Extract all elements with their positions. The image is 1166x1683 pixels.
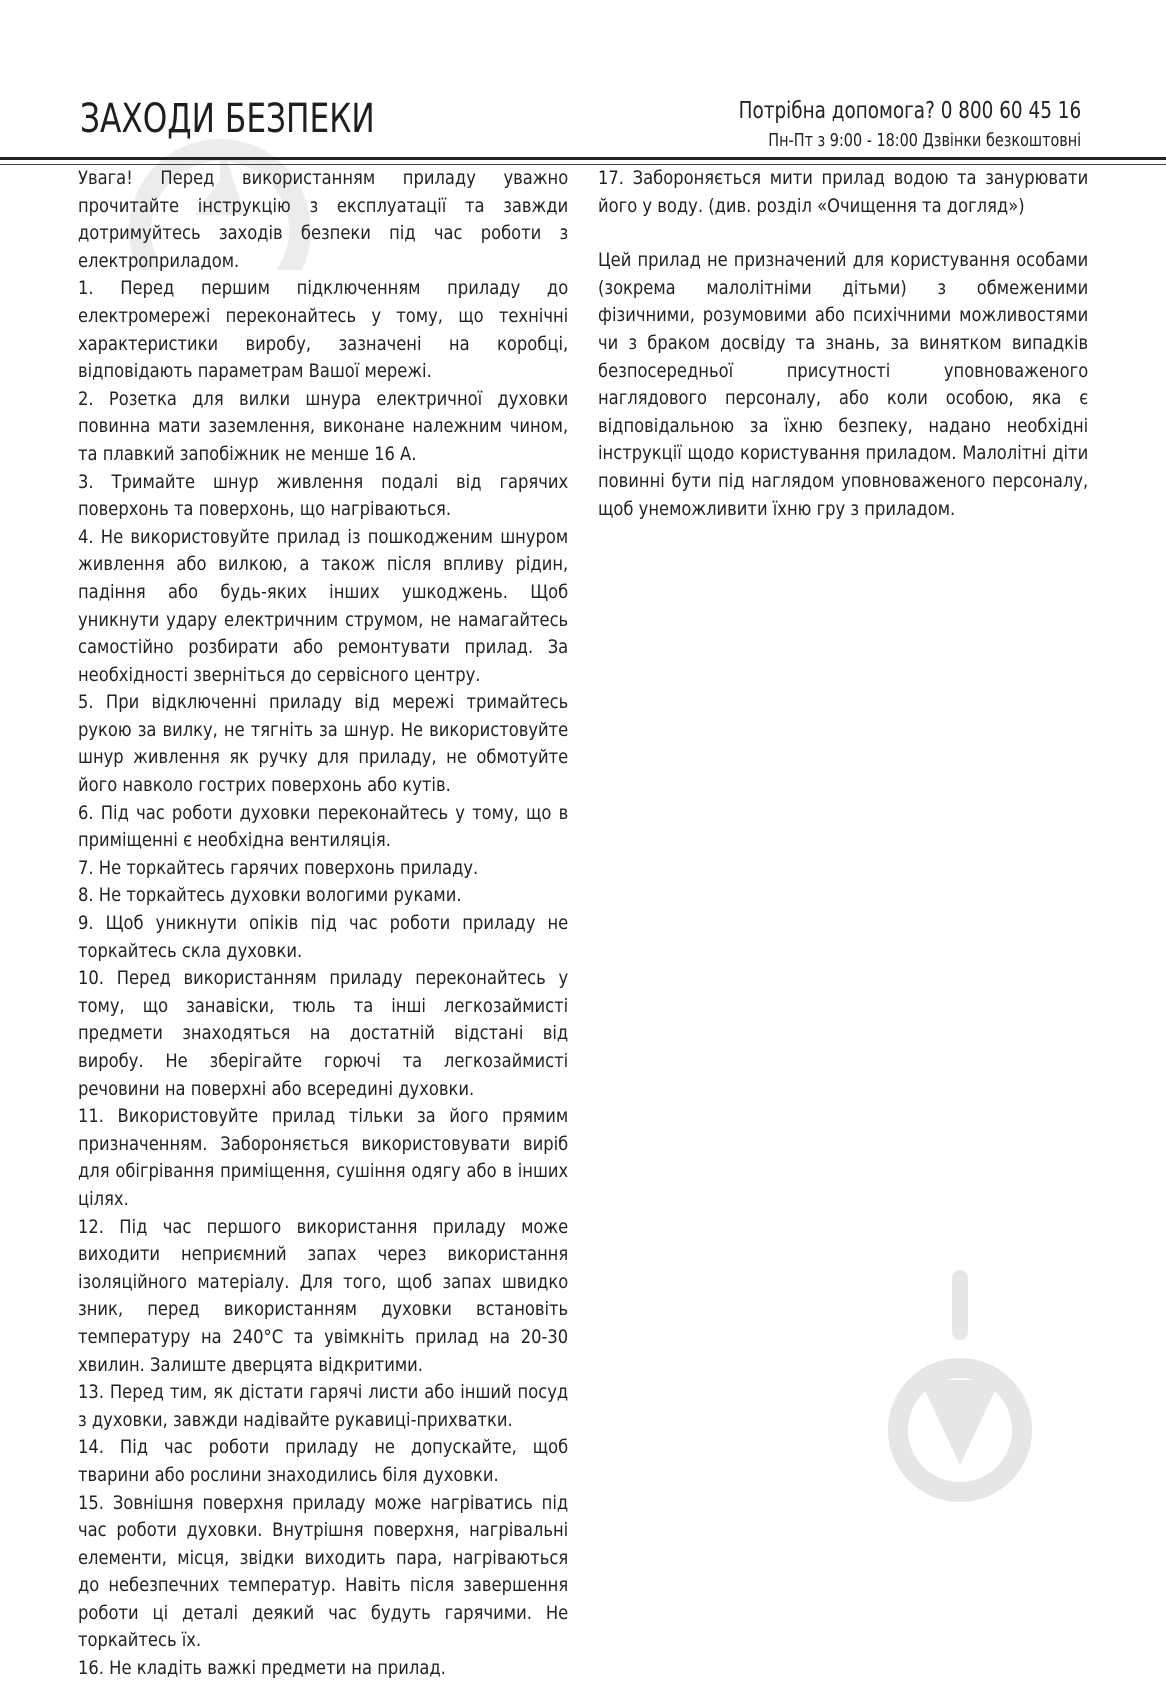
paragraph-gap [598,220,1088,247]
header-divider-thick [0,157,1166,160]
right-column [598,165,1088,523]
help-contact [653,98,1081,151]
safety-item-10: 10. Перед використанням приладу переконайтесь у тому, що занавіски, тюль та інші легкозаймисті предмети знаходяться на достатній відстані від виробу. Не зберігайте горючі та легкозаймисті речовини на поверхні або всередині духовки. [78,967,569,1100]
safety-item-12: 12. Під час першого використання приладу може виходити неприємний запах через використання ізоляційного матеріалу. Для того, щоб запах швидко зник, перед використанням духовки встановіть температуру на 240°С та увімкніть прилад на 20-30 хвилин. Залиште дверцята відкритими. [78,1215,569,1376]
left-column [78,165,568,1683]
safety-item-6: 6. Під час роботи духовки переконайтесь у тому, що в приміщенні є необхідна вентиляція. [78,801,569,852]
watermark-logo-bottom-icon [880,1260,1040,1520]
safety-item-7: 7. Не торкайтесь гарячих поверхонь приладу. [78,856,479,879]
safety-item-5: 5. При відключенні приладу від мережі тримайтесь рукою за вилку, не тягніть за шнур. Не використовуйте шнур живлення як ручку для приладу, не обмотуйте його навколо гострих поверхонь або кутів. [78,691,569,797]
help-phone-line: Потрібна допомога? 0 800 60 45 16 [738,98,1081,124]
safety-item-14: 14. Під час роботи приладу не допускайте, щоб тварини або рослини знаходились біля духовки. [78,1436,569,1486]
safety-item-16: 16. Не кладіть важкі предмети на прилад. [78,1657,446,1680]
intro-warning: Увага! Перед використанням приладу уважно прочитайте інструкцію з експлуатації та завжди дотримуйтесь заходів безпеки під час роботи з електроприладом. [78,167,569,272]
safety-item-13: 13. Перед тим, як дістати гарячі листи або інший посуд з духовки, завжди надівайте рукавиці-прихватки. [78,1381,569,1431]
safety-item-3: 3. Тримайте шнур живлення подалі від гарячих поверхонь та поверхонь, що нагріваються. [78,470,569,521]
safety-item-15: 15. Зовнішня поверхня приладу може нагріватись під час роботи духовки. Внутрішня поверхня, нагрівальні елементи, місця, звідки виходить пара, нагріваються до небезпечних температур. Навіть після завершення роботи ці деталі деякий час будуть гарячими. Не торкайтесь їх. [78,1491,569,1652]
safety-item-17: 17. Забороняється мити прилад водою та занурювати його у воду. (див. розділ «Очищення та догляд») [598,167,1089,217]
safety-item-2: 2. Розетка для вилки шнура електричної духовки повинна мати заземлення, виконане належним чином, та плавкий запобіжник не менше 16 А. [78,387,569,465]
safety-item-9: 9. Щоб уникнути опіків під час роботи приладу не торкайтесь скла духовки. [78,912,569,962]
help-hours-line: Пн-Пт з 9:00 - 18:00 Дзвінки безкоштовні [768,130,1081,151]
safety-item-4: 4. Не використовуйте прилад із пошкодженим шнуром живлення або вилкою, а також після впливу рідин, падіння або будь-яких інших ушкоджень. Щоб уникнути удару електричним струмом, не намагайтесь самостійно розбирати або ремонтувати прилад. За необхідності зверніться до сервісного центру. [78,525,569,686]
safety-item-11: 11. Використовуйте прилад тільки за його прямим призначенням. Забороняється використовувати виріб для обігрівання приміщення, сушіння одягу або в інших цілях. [78,1105,569,1210]
page-title: ЗАХОДИ БЕЗПЕКИ [80,96,375,142]
supervision-notice: Цей прилад не призначений для користування особами (зокрема малолітніми дітьми) з обмеженими фізичними, розумовими або психічними можливостями чи з браком досвіду та знань, за винятком випадків безпосередньої присутності уповноваженого наглядового персоналу, або коли особою, яка є відповідальною за їхню безпеку, надано необхідні інструкції щодо користування приладом. Малолітні діти повинні бути під наглядом уповноваженого персоналу, щоб унеможливити їхню гру з приладом. [598,249,1089,520]
safety-item-8: 8. Не торкайтесь духовки вологими руками. [78,884,462,907]
safety-item-1: 1. Перед першим підключенням приладу до електромережі переконайтесь у тому, що технічні характеристики виробу, зазначені на коробці, відповідають параметрам Вашої мережі. [78,277,569,383]
